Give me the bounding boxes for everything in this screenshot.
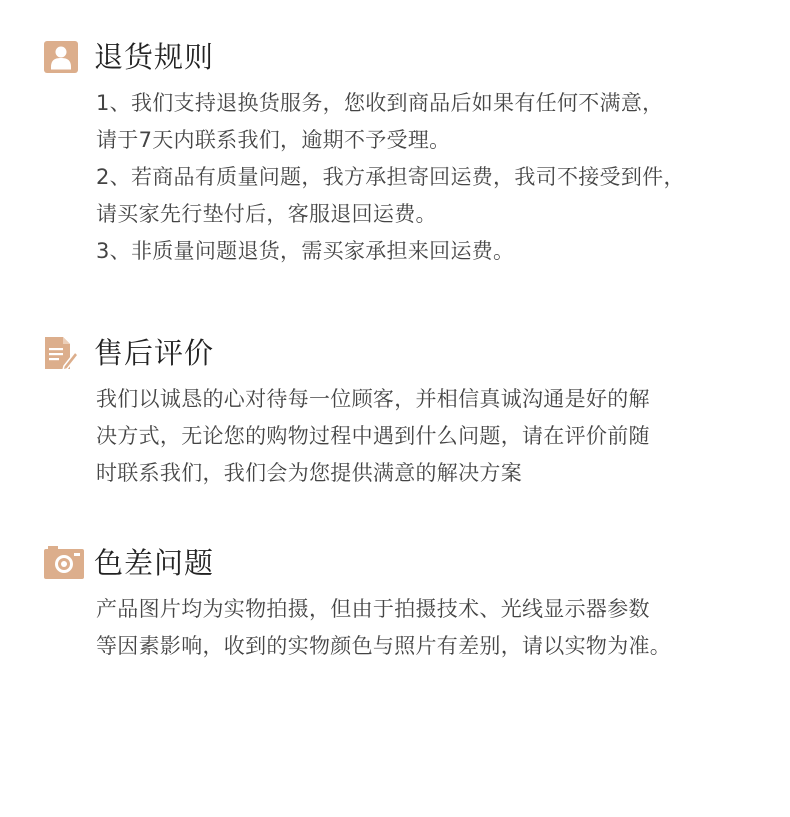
- text-line: 我们以诚恳的心对待每一位顾客，并相信真诚沟通是好的解: [96, 387, 650, 411]
- return-policy-section: [44, 37, 790, 270]
- return-policy-body: [96, 85, 790, 270]
- section-title: 色差问题: [94, 546, 215, 580]
- text-line: 产品图片均为实物拍摄，但由于拍摄技术、光线显示器参数: [96, 597, 650, 621]
- after-sales-review-header: [44, 333, 790, 373]
- section-title: 退货规则: [94, 40, 215, 74]
- color-difference-section: [44, 543, 790, 665]
- text-line: 请于7天内联系我们，逾期不予受理。: [96, 128, 451, 152]
- text-line: 决方式，无论您的购物过程中遇到什么问题，请在评价前随: [96, 424, 650, 448]
- after-sales-review-section: [44, 333, 790, 492]
- user-card-icon: [44, 40, 78, 74]
- color-difference-header: [44, 543, 790, 583]
- text-line: 3、非质量问题退货，需买家承担来回运费。: [96, 239, 515, 263]
- return-policy-header: [44, 37, 790, 77]
- camera-icon: [44, 546, 78, 580]
- text-line: 等因素影响，收到的实物颜色与照片有差别，请以实物为准。: [96, 634, 672, 658]
- color-difference-body: [96, 591, 790, 665]
- section-title: 售后评价: [94, 336, 215, 370]
- text-line: 1、我们支持退换货服务，您收到商品后如果有任何不满意，: [96, 91, 664, 115]
- text-line: 时联系我们，我们会为您提供满意的解决方案: [96, 461, 522, 485]
- text-line: 请买家先行垫付后，客服退回运费。: [96, 202, 437, 226]
- text-line: 2、若商品有质量问题，我方承担寄回运费，我司不接受到件，: [96, 165, 685, 189]
- after-sales-review-body: [96, 381, 790, 492]
- document-edit-icon: [44, 336, 78, 370]
